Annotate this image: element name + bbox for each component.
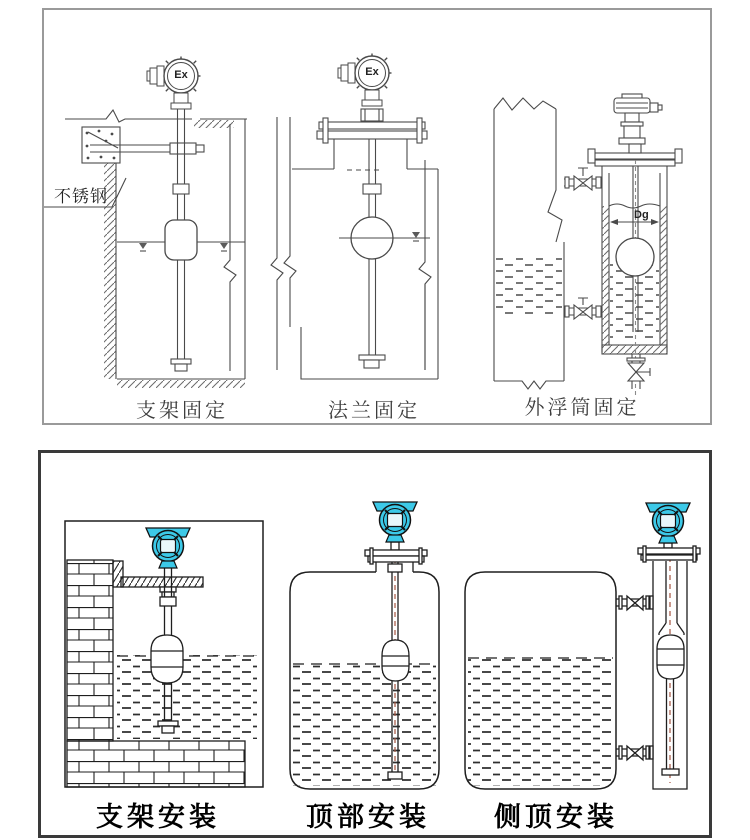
lower-valve bbox=[564, 298, 602, 319]
mounting-flange bbox=[365, 550, 427, 556]
transmitter-head bbox=[146, 528, 190, 568]
float-ball bbox=[616, 238, 654, 276]
float-ball bbox=[382, 640, 409, 681]
fixing-methods-panel bbox=[42, 8, 712, 425]
tank-liquid bbox=[468, 657, 613, 786]
caption-bracket-fixed: 支架固定 bbox=[136, 400, 228, 422]
brick-wall bbox=[67, 560, 113, 741]
transmitter-head bbox=[373, 502, 417, 542]
float-ball bbox=[151, 635, 183, 683]
bracket-shelf bbox=[121, 577, 203, 587]
transmitter-head-ex bbox=[338, 54, 392, 107]
tank-liquid bbox=[293, 663, 436, 786]
caption-side-top-install: 侧顶安装 bbox=[494, 802, 618, 832]
tank-liquid bbox=[117, 655, 257, 739]
ex-marking-1: Ex bbox=[174, 69, 188, 81]
drawing-side-top-install bbox=[465, 503, 700, 789]
drain-valve bbox=[627, 354, 650, 389]
upper-valve bbox=[564, 168, 602, 190]
flange-plate bbox=[319, 122, 425, 129]
tank-liquid bbox=[496, 258, 562, 316]
float-ball bbox=[165, 220, 197, 260]
upper-connection-valve bbox=[616, 596, 653, 610]
mounting-flange bbox=[638, 548, 700, 554]
installation-methods-panel bbox=[38, 450, 712, 838]
caption-float-chamber-fixed: 外浮筒固定 bbox=[524, 397, 640, 419]
drawing-bracket-install bbox=[65, 521, 263, 787]
caption-bracket-install: 支架安装 bbox=[96, 802, 220, 832]
brick-floor bbox=[67, 741, 245, 787]
stainless-steel-label: 不锈钢 bbox=[54, 187, 108, 206]
transmitter-head-small bbox=[614, 94, 662, 153]
float-ball bbox=[657, 635, 684, 679]
dg-dimension-label: Dg bbox=[634, 209, 649, 221]
caption-top-install: 顶部安装 bbox=[306, 802, 430, 832]
drawing-flange-fixed bbox=[271, 54, 438, 380]
transmitter-head-ex bbox=[147, 57, 201, 110]
caption-flange-fixed: 法兰固定 bbox=[328, 400, 420, 422]
lower-connection-valve bbox=[616, 746, 653, 760]
drawing-bracket-fixed bbox=[44, 57, 247, 389]
drawing-float-chamber-fixed bbox=[494, 94, 682, 395]
bottom-panel-drawing bbox=[41, 453, 709, 835]
transmitter-head bbox=[646, 503, 690, 543]
drawing-top-install bbox=[290, 502, 439, 789]
ex-marking-2: Ex bbox=[365, 66, 379, 78]
